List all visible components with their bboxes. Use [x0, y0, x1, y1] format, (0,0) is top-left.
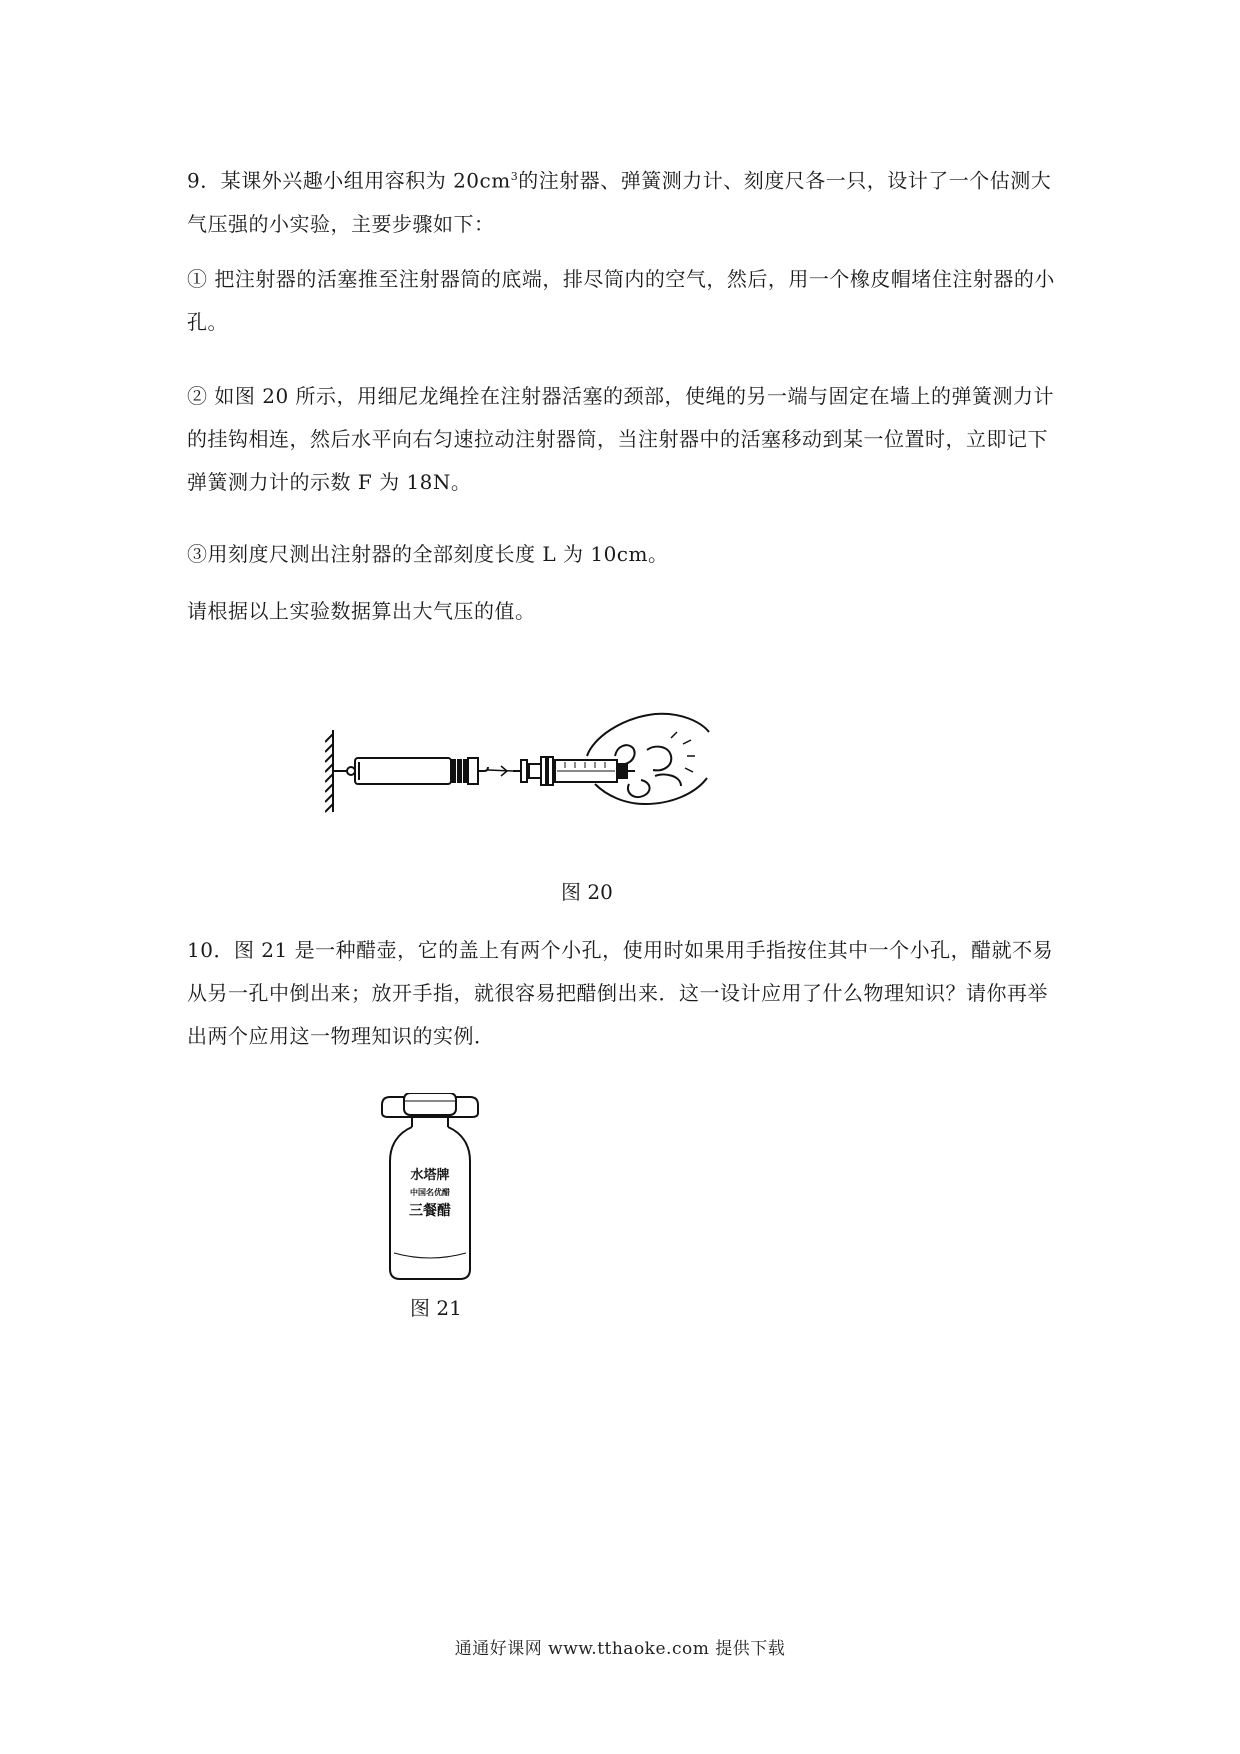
question-9-request: 请根据以上实验数据算出大气压的值。	[187, 599, 536, 623]
bottle-label-brand: 水塔牌	[410, 1168, 450, 1183]
figure-20-caption: 图 20	[561, 880, 613, 904]
bottle-label-product: 三餐醋	[409, 1203, 451, 1219]
figure-20-syringe-experiment	[325, 700, 795, 820]
question-9-step-2: ② 如图 20 所示，用细尼龙绳拴在注射器活塞的颈部，使绳的另一端与固定在墙上的弹簧测力计的挂钩相连，然后水平向右匀速拉动注射器筒，当注射器中的活塞移动到某一位置时，立即记下弹簧测力计的示数 F 为 18N。	[187, 384, 1055, 494]
bottle-label-subtitle: 中国名优醋	[410, 1188, 450, 1197]
page-footer: 通通好课网 www.tthaoke.com 提供下载	[454, 1639, 786, 1659]
figure-21-caption: 图 21	[410, 1296, 462, 1320]
question-9-step-3: ③用刻度尺测出注射器的全部刻度长度 L 为 10cm。	[187, 542, 669, 566]
question-9-step-1: ① 把注射器的活塞推至注射器筒的底端，排尽筒内的空气，然后，用一个橡皮帽堵住注射器的小孔。	[187, 267, 1055, 334]
question-9-intro: 9．某课外兴趣小组用容积为 $20cm^3$的注射器、弹簧测力计、刻度尺各一只，设计了一个估测大气压强的小实验，主要步骤如下：	[187, 168, 1052, 236]
figure-21-vinegar-bottle	[380, 1093, 480, 1283]
question-10-text: 10．图 21 是一种醋壶，它的盖上有两个小孔，使用时如果用手指按住其中一个小孔，醋就不易从另一孔中倒出来；放开手指，就很容易把醋倒出来．这一设计应用了什么物理知识？请你再举出两个应用这一物理知识的实例．	[187, 938, 1054, 1048]
